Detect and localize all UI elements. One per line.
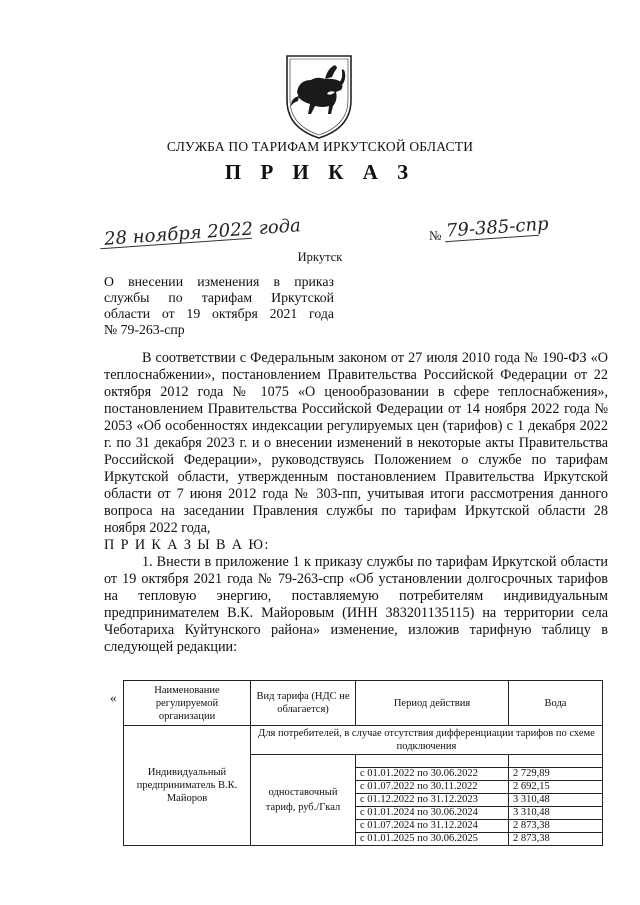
coat-of-arms-icon — [281, 50, 357, 140]
period-cell: с 01.07.2024 по 31.12.2024 — [356, 820, 509, 833]
period-cell: с 01.01.2024 по 30.06.2024 — [356, 807, 509, 820]
header-period: Период действия — [356, 681, 509, 726]
number-prefix: № — [429, 228, 442, 243]
item-1-paragraph: 1. Внести в приложение 1 к приказу службы по тарифам Иркутской области от 19 октября 2021 года № 79-263-спр «Об установлении долгосрочных тарифов на тепловую энергию, поставляемую потребителям индивидуальным предпринимателем В.К. Майоровым (ИНН 383201135115) на территории села Чеботариха Куйтунского района» изменение, изложив тарифную таблицу в следующей редакции: — [104, 554, 608, 655]
water-value-cell: 3 310,48 — [509, 794, 603, 807]
city-name: Иркутск — [297, 250, 343, 264]
organization-cell: Индивидуальный предприниматель В.К. Майоров — [124, 726, 251, 846]
water-value-cell: 2 692,15 — [509, 781, 603, 794]
header-organization: Наименование регулируемой организации — [124, 681, 251, 726]
document-body — [104, 350, 608, 656]
subject-line: О внесении изменения в приказ — [104, 274, 334, 289]
period-cell-empty — [356, 755, 509, 768]
organization-title: СЛУЖБА ПО ТАРИФАМ ИРКУТСКОЙ ОБЛАСТИ — [166, 139, 474, 154]
subject-line: № 79-263-спр — [104, 322, 185, 337]
quote-open-mark: « — [110, 690, 117, 705]
document-type: П Р И К А З — [224, 160, 416, 184]
subject-block — [104, 274, 334, 338]
table-note-row — [124, 726, 603, 755]
handwritten-number: 79-385-спр — [445, 213, 550, 242]
subject-line: области от 19 октября 2021 года — [104, 306, 334, 321]
header-tariff-type: Вид тарифа (НДС не облагается) — [251, 681, 356, 726]
preamble-paragraph: В соответствии с Федеральным законом от 27 июля 2010 года № 190-ФЗ «О теплоснабжении», постановлением Правительства Российской Федерации от 22 октября 2012 года № 1075 «О ценообразовании в сфере теплоснабжения», постановлением Правительства Российской Федерации от 14 ноября 2022 года № 2053 «Об особенностях индексации регулируемых цен (тарифов) с 1 декабря 2022 г. по 31 декабря 2023 г. и о внесении изменений в некоторые акты Правительства Российской Федерации», руководствуясь Положением о службе по тарифам Иркутской области, утвержденным постановлением Правительства Иркутской области от 7 июня 2012 года № 303-пп, учитывая итоги рассмотрения данного вопроса на заседании Правления службы по тарифам Иркутской области 28 ноября 2022 года, — [104, 350, 608, 536]
period-cell: с 01.12.2022 по 31.12.2023 — [356, 794, 509, 807]
water-value-cell: 2 873,38 — [509, 820, 603, 833]
water-value-cell: 2 873,38 — [509, 833, 603, 846]
water-value-cell: 2 729,89 — [509, 768, 603, 781]
period-cell: с 01.01.2025 по 30.06.2025 — [356, 833, 509, 846]
table-header-row — [124, 681, 603, 726]
period-cell: с 01.01.2022 по 30.06.2022 — [356, 768, 509, 781]
order-word: П Р И К А З Ы В А Ю: — [104, 537, 270, 553]
period-cell: с 01.07.2022 по 30.11.2022 — [356, 781, 509, 794]
value-cell-empty — [509, 755, 603, 768]
tariff-type-cell: одноставочный тариф, руб./Гкал — [251, 755, 356, 846]
subject-line: службы по тарифам Иркутской — [104, 290, 334, 305]
handwritten-date: 28 ноября 2022 года — [103, 215, 302, 250]
tariff-table — [123, 680, 603, 846]
water-value-cell: 3 310,48 — [509, 807, 603, 820]
header-water: Вода — [509, 681, 603, 726]
consumer-note-cell: Для потребителей, в случае отсутствия дифференциации тарифов по схеме подключения — [251, 726, 603, 755]
